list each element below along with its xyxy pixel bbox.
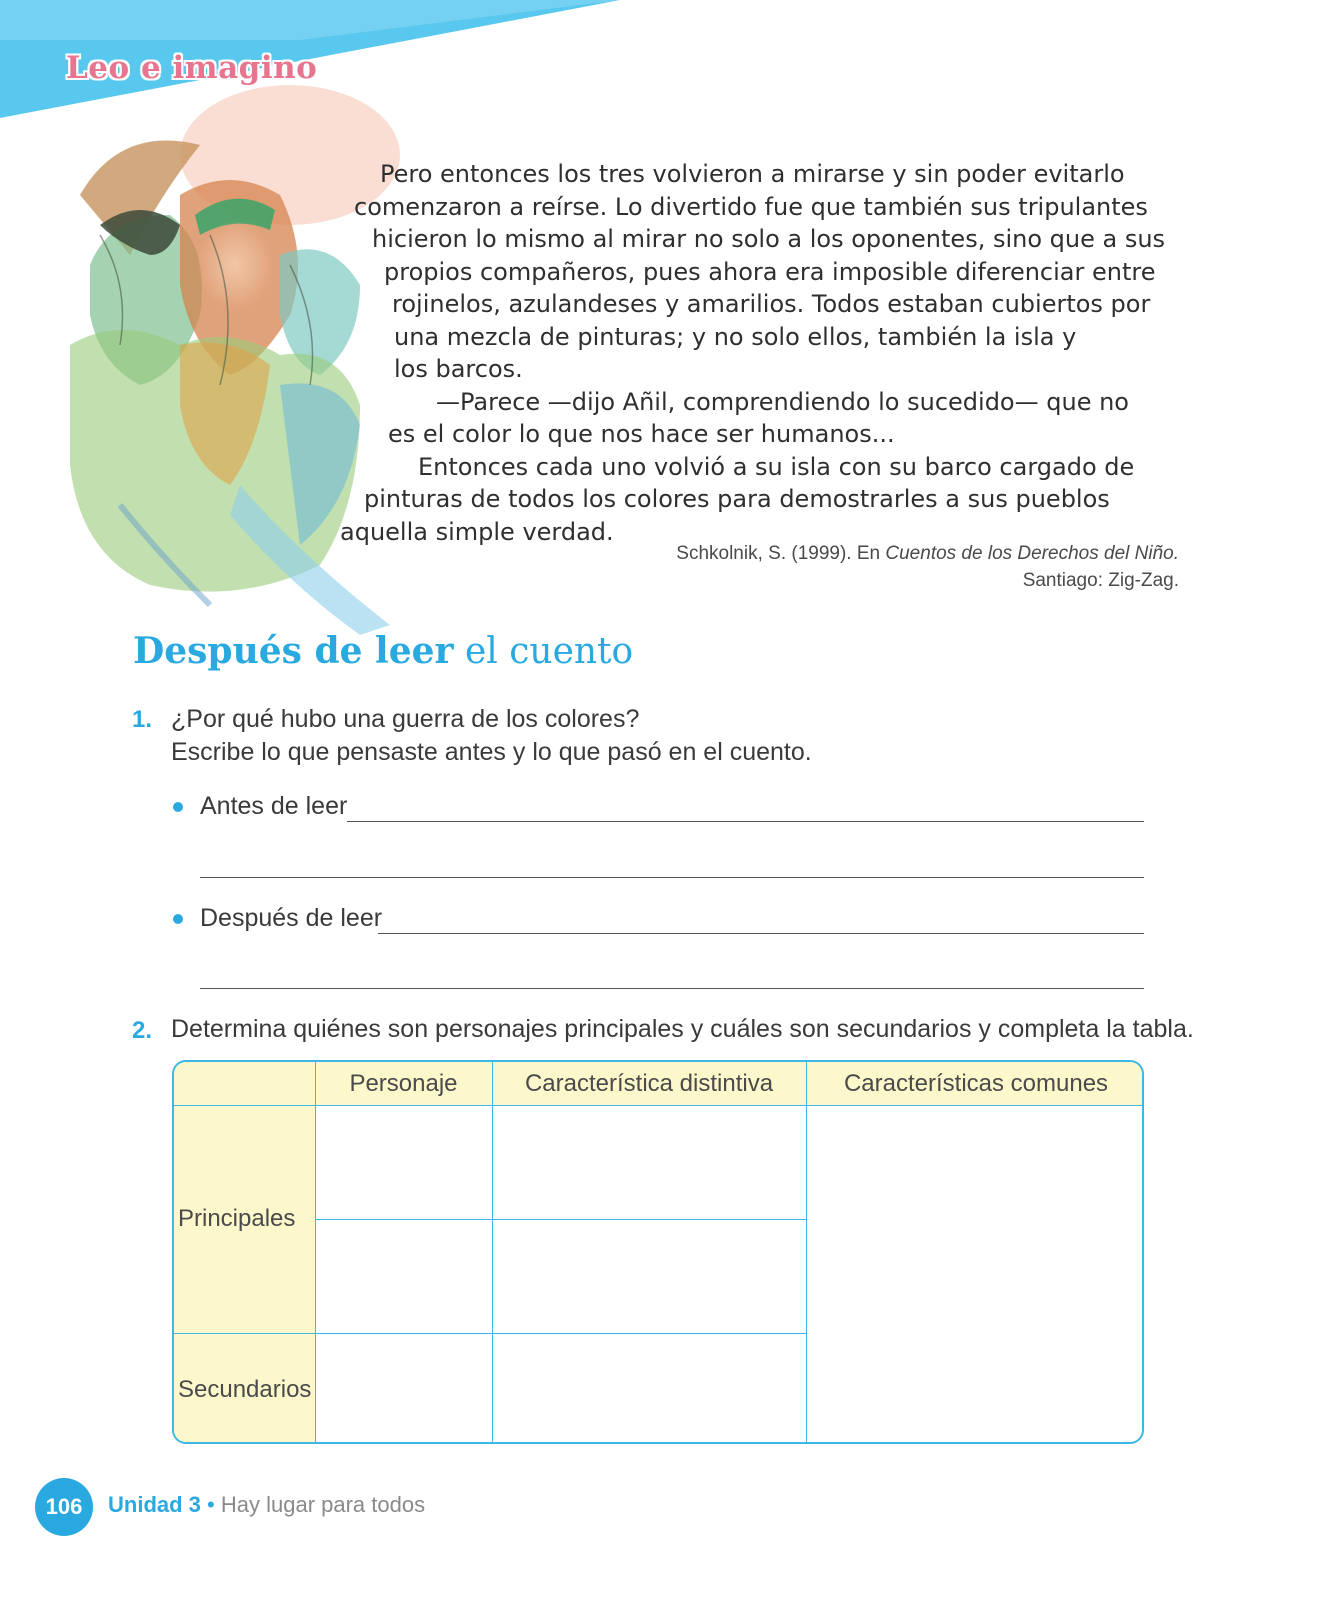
answer-line-after-2[interactable] bbox=[200, 988, 1144, 989]
story-line: Pero entonces los tres volvieron a mirarse y sin poder evitarlo bbox=[380, 160, 1125, 188]
table-divider bbox=[174, 1105, 1144, 1106]
answer-line-before-1[interactable] bbox=[347, 821, 1144, 822]
footer-unit-title: Hay lugar para todos bbox=[220, 1492, 426, 1517]
table-header-comunes: Características comunes bbox=[806, 1062, 1144, 1105]
footer-unit-label: Unidad 3 bbox=[108, 1492, 201, 1517]
table-header-personaje: Personaje bbox=[315, 1062, 492, 1105]
cell-principal-2-personaje[interactable] bbox=[315, 1219, 492, 1333]
after-reading-label: Después de leer bbox=[200, 904, 383, 932]
row-label-principales: Principales bbox=[174, 1105, 315, 1333]
story-line: comenzaron a reírse. Lo divertido fue que también sus tripulantes bbox=[354, 192, 1148, 221]
table-divider bbox=[492, 1062, 493, 1444]
story-line: una mezcla de pinturas; y no solo ellos, también la isla y bbox=[394, 322, 1077, 351]
citation bbox=[676, 540, 1179, 594]
citation-publisher: Santiago: Zig-Zag. bbox=[1022, 570, 1179, 591]
section-tag: Leo e imagino bbox=[66, 50, 318, 86]
bullet-icon bbox=[173, 802, 183, 812]
table-divider bbox=[315, 1219, 806, 1220]
table-header-caracteristica: Característica distintiva bbox=[492, 1062, 806, 1105]
story-line: Entonces cada uno volvió a su isla con su barco cargado de bbox=[418, 452, 1135, 481]
story-line: los barcos. bbox=[394, 355, 523, 383]
after-title-rest: el cuento bbox=[453, 631, 634, 672]
question-1-line2: Escribe lo que pensaste antes y lo que pasó en el cuento. bbox=[171, 738, 812, 766]
story-line: aquella simple verdad. bbox=[340, 517, 614, 546]
footer-separator: • bbox=[207, 1492, 215, 1517]
cell-principal-1-caracteristica[interactable] bbox=[492, 1105, 806, 1219]
cell-principal-2-caracteristica[interactable] bbox=[492, 1219, 806, 1333]
table-divider bbox=[174, 1333, 806, 1334]
question-1-number: 1. bbox=[132, 706, 153, 733]
story-line: —Parece —dijo Añil, comprendiendo lo sucedido— que no bbox=[436, 387, 1129, 416]
footer-unit bbox=[108, 1492, 425, 1518]
question-2-number: 2. bbox=[132, 1017, 153, 1044]
story-line: pinturas de todos los colores para demostrarles a sus pueblos bbox=[364, 485, 1110, 513]
table-divider bbox=[315, 1062, 316, 1444]
answer-line-after-1[interactable] bbox=[378, 933, 1144, 934]
cell-secundario-caracteristica[interactable] bbox=[492, 1333, 806, 1444]
citation-prefix: Schkolnik, S. (1999). En bbox=[676, 543, 886, 564]
citation-book: Cuentos de los Derechos del Niño. bbox=[885, 543, 1179, 564]
cell-principal-1-personaje[interactable] bbox=[315, 1105, 492, 1219]
after-reading-title bbox=[133, 630, 633, 672]
bullet-icon bbox=[173, 914, 183, 924]
story-line: es el color lo que nos hace ser humanos... bbox=[388, 420, 895, 448]
question-2-text: Determina quiénes son personajes principales y cuáles son secundarios y completa la tabla. bbox=[171, 1015, 1194, 1043]
row-label-secundarios: Secundarios bbox=[174, 1333, 315, 1444]
story-line: propios compañeros, pues ahora era imposible diferenciar entre bbox=[384, 257, 1156, 286]
answer-line-before-2[interactable] bbox=[200, 877, 1144, 878]
table-divider bbox=[806, 1062, 807, 1444]
table-header-empty bbox=[174, 1062, 315, 1105]
after-title-bold: Después de leer bbox=[133, 630, 454, 672]
story-line: rojinelos, azulandeses y amarilios. Todos estaban cubiertos por bbox=[392, 290, 1151, 318]
question-1-line1: ¿Por qué hubo una guerra de los colores? bbox=[171, 705, 640, 733]
cell-caracteristicas-comunes[interactable] bbox=[806, 1105, 1144, 1444]
story-text bbox=[340, 158, 1166, 548]
characters-table bbox=[172, 1060, 1144, 1444]
before-reading-label: Antes de leer bbox=[200, 792, 348, 820]
page-number: 106 bbox=[35, 1478, 93, 1536]
story-line: hicieron lo mismo al mirar no solo a los oponentes, sino que a sus bbox=[372, 225, 1166, 253]
cell-secundario-personaje[interactable] bbox=[315, 1333, 492, 1444]
